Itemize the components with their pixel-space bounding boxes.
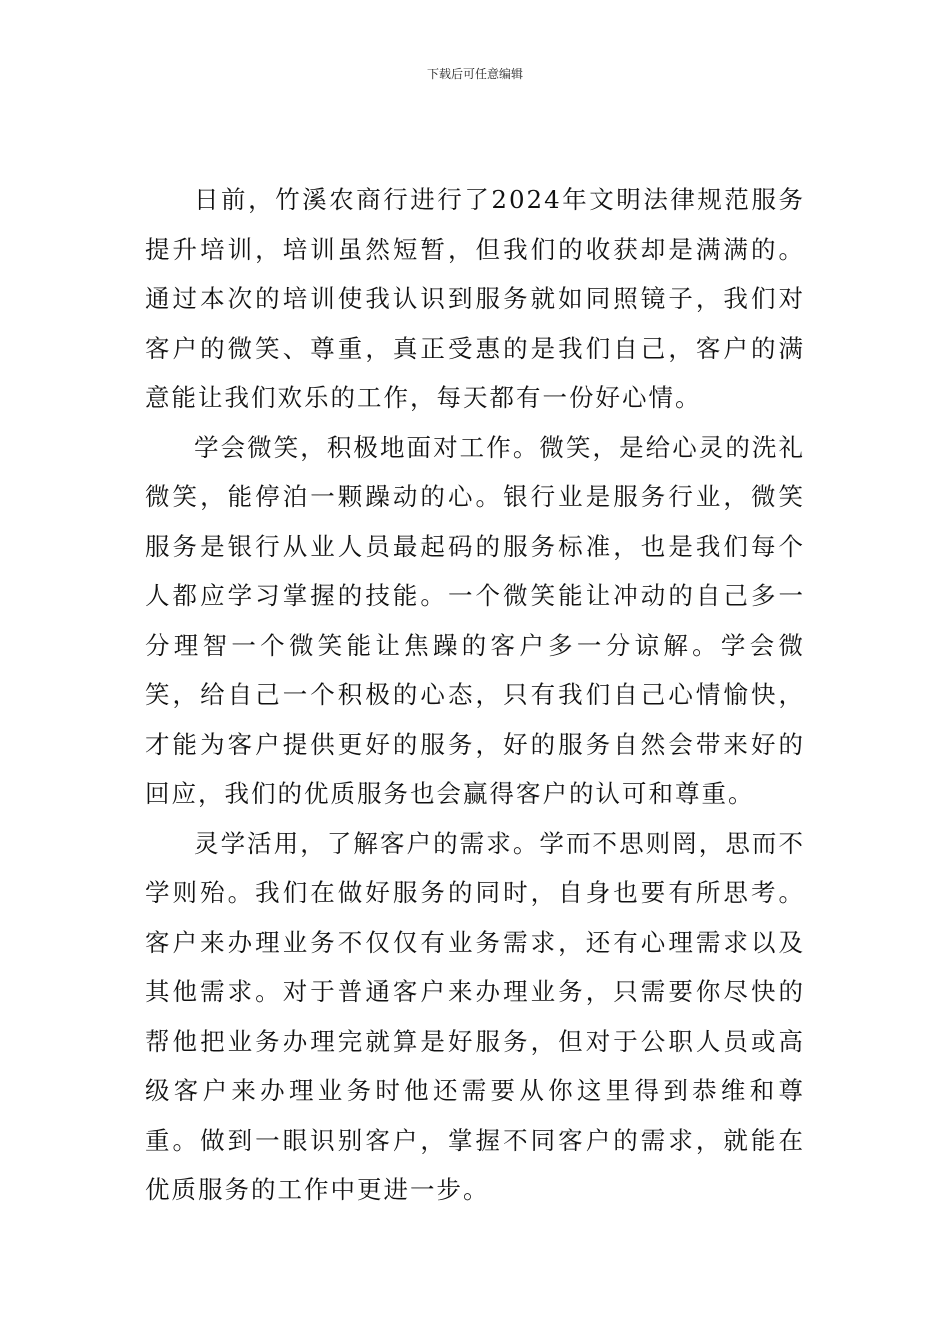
page-header-note: 下载后可任意编辑: [426, 67, 523, 81]
paragraph-customer-needs: 灵学活用，了解客户的需求。学而不思则罔，思而不学则殆。我们在做好服务的同时，自身也要有所思考。客户来办理业务不仅仅有业务需求，还有心理需求以及其他需求。对于普通客户来办理业务，只需要你尽快的帮他把业务办理完就算是好服务，但对于公职人员或高级客户来办理业务时他还需要从你这里得到恭维和尊重。做到一眼识别客户，掌握不同客户的需求，就能在优质服务的工作中更进一步。: [145, 828, 805, 1204]
document-body: [145, 175, 805, 1215]
paragraph-training-intro: 日前，竹溪农商行进行了2024年文明法律规范服务提升培训，培训虽然短暂，但我们的收获却是满满的。通过本次的培训使我认识到服务就如同照镜子，我们对客户的微笑、尊重，真正受惠的是我们自己，客户的满意能让我们欢乐的工作，每天都有一份好心情。: [145, 185, 805, 412]
paragraph-learn-to-smile: 学会微笑，积极地面对工作。微笑，是给心灵的洗礼微笑，能停泊一颗躁动的心。银行业是服务行业，微笑服务是银行从业人员最起码的服务标准，也是我们每个人都应学习掌握的技能。一个微笑能让冲动的自己多一分理智一个微笑能让焦躁的客户多一分谅解。学会微笑，给自己一个积极的心态，只有我们自己心情愉快，才能为客户提供更好的服务，好的服务自然会带来好的回应，我们的优质服务也会赢得客户的认可和尊重。: [145, 432, 805, 808]
